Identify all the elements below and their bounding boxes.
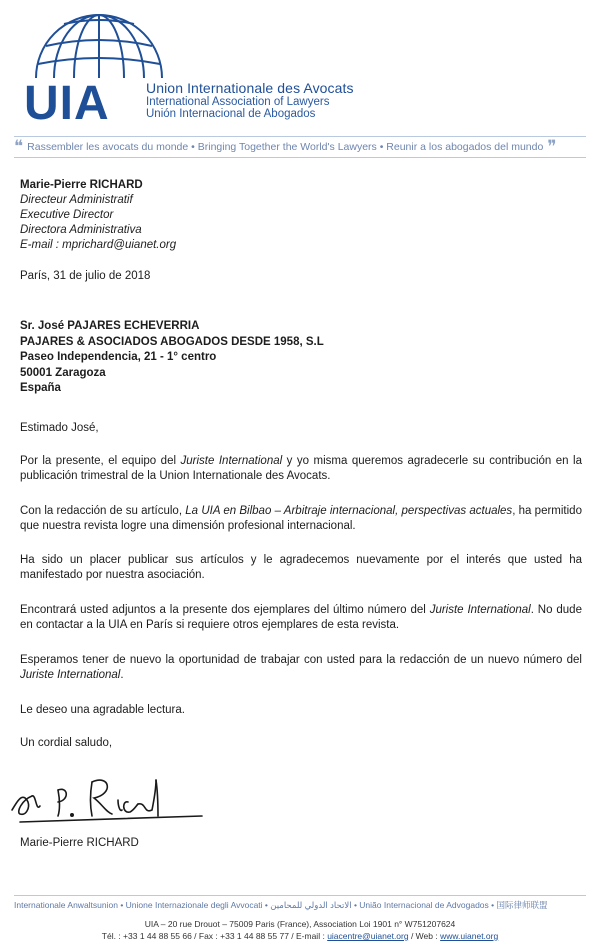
slogan-bar bbox=[14, 136, 586, 158]
recipient-city: 50001 Zaragoza bbox=[20, 366, 106, 379]
paragraph-2-text-a: Con la redacción de su artículo, bbox=[20, 505, 186, 517]
paragraph-6: Le deseo una agradable lectura. bbox=[20, 704, 185, 716]
paragraph-4-text-a: Encontrará usted adjuntos a la presente dos ejemplares del último número del bbox=[20, 604, 430, 616]
footer-languages: Internationale Anwaltsunion • Unione Internazionale degli Avvocati • الاتحاد الدولي للمحامين • União Internacional de Advogados • 国际律师联盟 bbox=[14, 895, 586, 911]
paragraph-5-emphasis: Juriste International bbox=[20, 669, 121, 681]
letter-date: París, 31 de julio de 2018 bbox=[20, 270, 151, 282]
sender-block bbox=[20, 178, 176, 253]
closing: Un cordial saludo, bbox=[20, 737, 113, 749]
sender-title-es: Directora Administrativa bbox=[20, 224, 142, 236]
paragraph-5-text-a: Esperamos tener de nuevo la oportunidad de trabajar con usted para la redacción de un nuevo número del bbox=[20, 654, 582, 666]
paragraph-4-emphasis: Juriste International bbox=[429, 604, 531, 616]
paragraph-1-text-a: Por la presente, el equipo del bbox=[20, 455, 181, 467]
globe-icon bbox=[36, 15, 162, 78]
paragraph-2-text-b: , ha permitido que nuestra revista logre una dimensión profesional internacional. bbox=[20, 505, 582, 532]
footer-address-block bbox=[0, 918, 600, 942]
paragraph-1-text-b: y yo misma queremos agradecerle su contribución en la publicación trimestral de la Union Internationale des Avocats. bbox=[20, 455, 583, 482]
footer-web-link[interactable]: www.uianet.org bbox=[440, 931, 499, 941]
footer-web-label: / Web : bbox=[408, 931, 441, 941]
greeting: Estimado José, bbox=[20, 422, 99, 434]
sender-name: Marie-Pierre RICHARD bbox=[20, 179, 143, 191]
handwritten-signature bbox=[6, 760, 206, 830]
open-quote-icon: ❝ bbox=[14, 137, 24, 157]
footer-address: UIA – 20 rue Drouot – 75009 Paris (France), Association Loi 1901 n° W751207624 bbox=[144, 919, 456, 929]
org-name-es: Unión Internacional de Abogados bbox=[146, 108, 316, 120]
sender-title-fr: Directeur Administratif bbox=[20, 194, 133, 206]
recipient-country: España bbox=[20, 382, 61, 394]
paragraph-4-text-b: . No dude en contactar a la UIA en París si requiere otros ejemplares de esta revista. bbox=[20, 604, 582, 631]
paragraph-2-emphasis: La UIA en Bilbao – Arbitraje internacional, perspectivas actuales bbox=[185, 505, 513, 517]
org-name-en: International Association of Lawyers bbox=[146, 96, 330, 108]
organization-names bbox=[146, 80, 354, 120]
close-quote-icon: ❞ bbox=[547, 137, 557, 157]
paragraph-1 bbox=[20, 454, 582, 484]
paragraph-2 bbox=[20, 504, 582, 534]
slogan-text: Rassembler les avocats du monde • Bringing Together the World's Lawyers • Reunir a los abogados del mundo bbox=[27, 141, 544, 153]
sender-title-en: Executive Director bbox=[20, 209, 114, 221]
paragraph-3: Ha sido un placer publicar sus artículos y le agradecemos nuevamente por el interés que usted ha manifestado por nuestra asociación. bbox=[20, 554, 582, 581]
footer-contact bbox=[0, 930, 600, 942]
recipient-street: Paseo Independencia, 21 - 1° centro bbox=[20, 351, 217, 363]
paragraph-5-text-b: . bbox=[120, 669, 124, 681]
recipient-company: PAJARES & ASOCIADOS ABOGADOS DESDE 1958, S.L bbox=[20, 335, 324, 348]
sender-email[interactable]: E-mail : mprichard@uianet.org bbox=[20, 239, 177, 251]
signature-name: Marie-Pierre RICHARD bbox=[20, 837, 139, 849]
footer-email-link[interactable]: uiacentre@uianet.org bbox=[327, 931, 409, 941]
org-name: Union Internationale des Avocats bbox=[146, 80, 354, 96]
paragraph-5 bbox=[20, 653, 582, 683]
logo-text: UIA bbox=[24, 77, 110, 124]
footer-contact-text: Tél. : +33 1 44 88 55 66 / Fax : +33 1 44 88 55 77 / E-mail : bbox=[101, 931, 328, 941]
recipient-block bbox=[20, 319, 324, 397]
recipient-name: Sr. José PAJARES ECHEVERRIA bbox=[20, 320, 200, 332]
paragraph-4 bbox=[20, 603, 582, 633]
paragraph-1-emphasis: Juriste International bbox=[180, 455, 283, 467]
